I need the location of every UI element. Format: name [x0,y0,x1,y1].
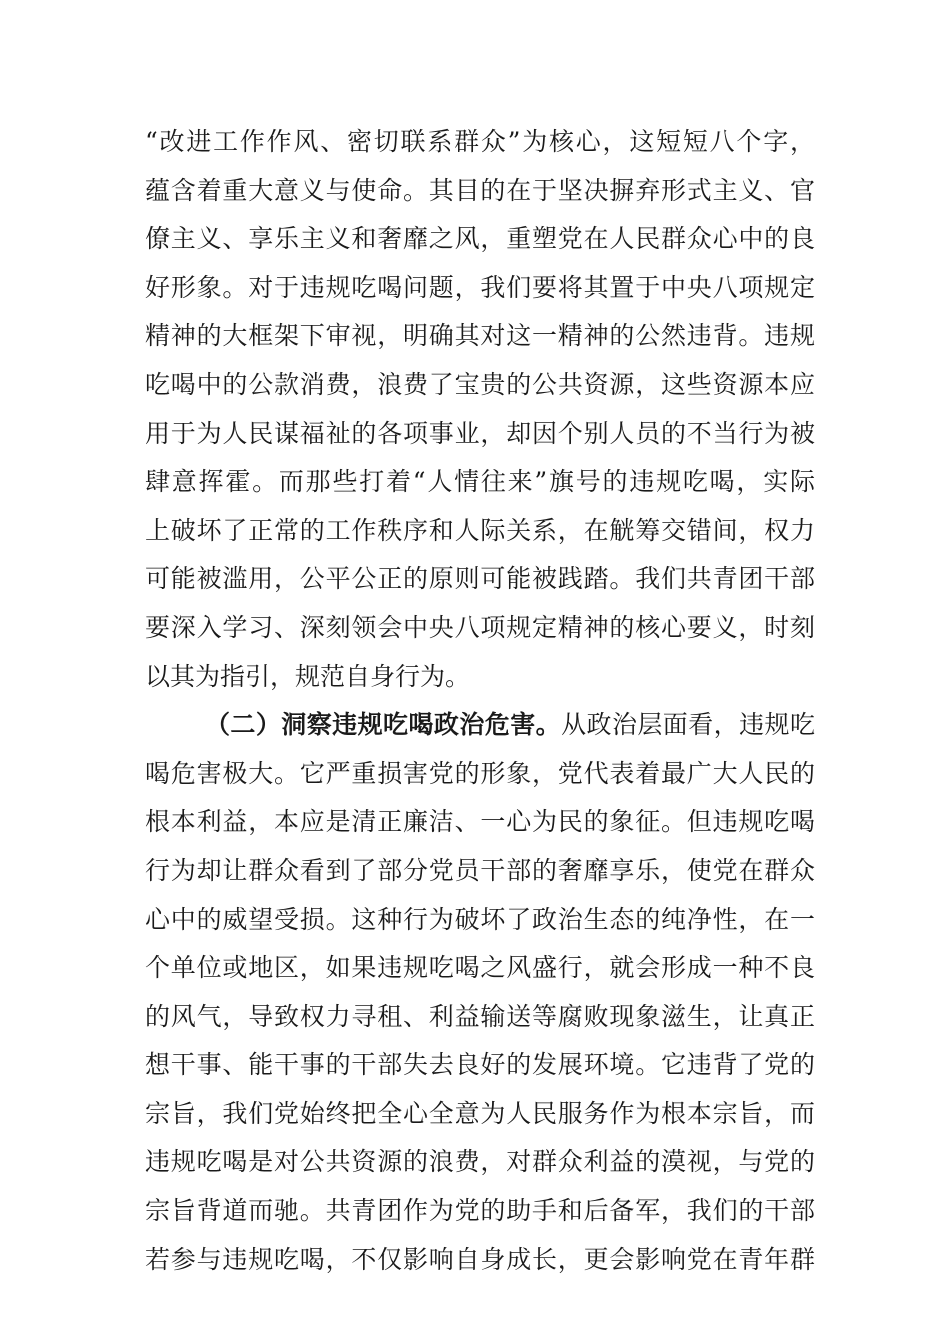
body-text [145,118,815,1284]
text-line: 喝危害极大。它严重损害党的形象，党代表着最广大人民的 [145,758,815,788]
text-line: 吃喝中的公款消费，浪费了宝贵的公共资源，这些资源本应 [145,369,815,399]
text-line: 宗旨背道而驰。共青团作为党的助手和后备军，我们的干部 [145,1196,815,1226]
section-heading-line [145,701,815,750]
text-line: 以其为指引，规范自身行为。 [145,661,471,691]
text-line: 用于为人民谋福祉的各项事业，却因个别人员的不当行为被 [145,418,815,448]
section-heading: （二）洞察违规吃喝政治危害。 [205,710,562,740]
text-line: 要深入学习、深刻领会中央八项规定精神的核心要义，时刻 [145,612,815,642]
text-line: 上破坏了正常的工作秩序和人际关系，在觥筹交错间，权力 [145,515,815,545]
text-fragment: 从政治层面看，违规吃 [561,710,815,740]
text-line: 违规吃喝是对公共资源的浪费，对群众利益的漠视，与党的 [145,1147,815,1177]
text-line: 的风气，导致权力寻租、利益输送等腐败现象滋生，让真正 [145,1001,815,1031]
text-line: 心中的威望受损。这种行为破坏了政治生态的纯净性，在一 [145,904,815,934]
text-line: 好形象。对于违规吃喝问题，我们要将其置于中央八项规定 [145,272,815,302]
text-line: 蕴含着重大意义与使命。其目的在于坚决摒弃形式主义、官 [145,175,815,205]
text-line: 僚主义、享乐主义和奢靡之风，重塑党在人民群众心中的良 [145,224,815,254]
text-line: 肆意挥霍。而那些打着“人情往来”旗号的违规吃喝，实际 [145,467,815,497]
text-line: 若参与违规吃喝，不仅影响自身成长，更会影响党在青年群 [145,1244,815,1274]
text-line: 精神的大框架下审视，明确其对这一精神的公然违背。违规 [145,321,815,351]
text-line: “改进工作作风、密切联系群众”为核心，这短短八个字， [145,127,815,156]
text-line: 行为却让群众看到了部分党员干部的奢靡享乐，使党在群众 [145,855,815,885]
text-line: 想干事、能干事的干部失去良好的发展环境。它违背了党的 [145,1050,815,1080]
text-line: 个单位或地区，如果违规吃喝之风盛行，就会形成一种不良 [145,953,815,983]
text-line: 根本利益，本应是清正廉洁、一心为民的象征。但违规吃喝 [145,807,815,837]
text-line: 宗旨，我们党始终把全心全意为人民服务作为根本宗旨，而 [145,1098,815,1128]
text-line: 可能被滥用，公平公正的原则可能被践踏。我们共青团干部 [145,564,815,594]
